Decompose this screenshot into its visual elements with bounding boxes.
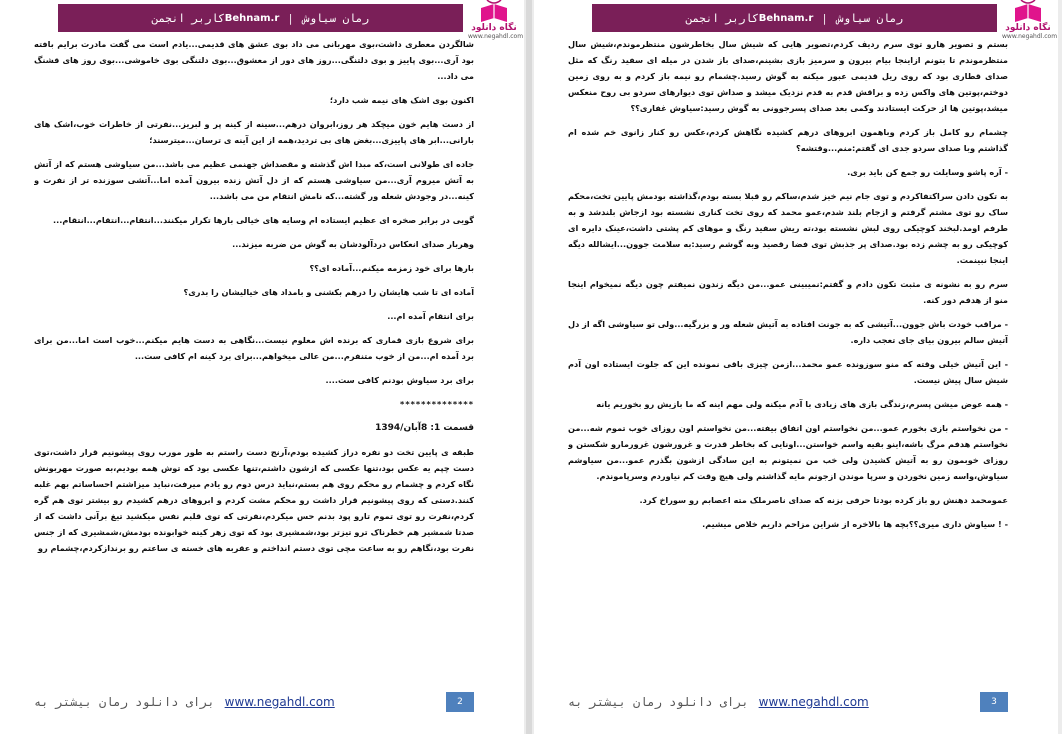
page-footer (34, 692, 474, 712)
header-author-suffix: کاربر انجمن (151, 11, 225, 25)
paragraph: - مراقب خودت باش جوون...آتیشی که به جونت افتاده به آتیش شعله ور و بزرگیه...ولی تو سیاوشی اگه از دل آتیش سالم بیرون بیای جای تعجب داره. (568, 319, 1008, 345)
logo-url-text: www.negahdl.com (1002, 33, 1058, 40)
header-author: Behnam.r (758, 12, 814, 24)
header-separator: | (821, 11, 829, 25)
paragraph: شالگردن معطری داشت،بوی مهربانی می داد بوی عشق های قدیمی...یادم است می گفت مادرت برایم بافته بود آری...بوی پاییز و بوی دلتنگی...روز های دور از معشوق...بوی دلتنگی بوی خاموشی...بوی روز های قشنگ می داد... (34, 39, 474, 81)
paragraph: - ! سیاوش داری میری؟؟بچه ها بالاخره از شراین مزاحم داریم خلاص میشیم. (702, 519, 1008, 529)
header-separator: | (287, 11, 295, 25)
paragraph: - همه عوض میشن پسرم،زندگی بازی های زیادی با آدم میکنه ولی مهم اینه که ما بازیش رو بخوریم یانه (596, 399, 1008, 409)
page-gutter (526, 0, 532, 734)
paragraph: - آره پاشو وسایلت رو جمع کن باید بری. (847, 167, 1008, 177)
paragraph: سرم رو به نشونه ی مثبت تکون دادم و گفتم:نمیبینی عمو...من دیگه زندون نمیفتم چون دیگه نمیخوام اینجا منو از هدفم دور کنه. (568, 279, 1008, 305)
page-text (568, 36, 1008, 676)
page-number-badge: 2 (446, 692, 474, 712)
page-right (534, 0, 1058, 734)
header-author: Behnam.r (224, 12, 280, 24)
paragraph: برای شروع بازی قماری که برنده اش معلوم نیست...نگاهی به دست هایم میکنم...خوب است اما...من برای برد آمده ام...من از خوب متنفرم...من عالی میخواهم...برای برد کینه ام کافی ست... (34, 335, 474, 361)
header-author-suffix: کاربر انجمن (685, 11, 759, 25)
logo-url-text: www.negahdl.com (468, 33, 524, 40)
chapter-heading: قسمت 1: 8آبان/1394 (375, 423, 474, 433)
footer-promo-text: برای دانلود رمان بیشتر به (568, 695, 749, 709)
paragraph: اکنون بوی اشک های نیمه شب دارد؛ (329, 95, 474, 105)
footer-promo-group (34, 695, 335, 709)
page-left (0, 0, 524, 734)
page-header (592, 4, 997, 32)
site-logo (1002, 0, 1058, 44)
header-novel-title: رمان سیاوش (302, 11, 370, 25)
paragraph: - من نخواستم بازی بخورم عمو...من نخواستم اون اتفاق بیفته...من نخواستم اون روزای خوب تموم شه...من نخواستم هدفم مرگ باشه،اینو بقیه واسم خواستن...اونایی که بخاطر قدرت و غرورشون غرورمارو شکستن و روزای خوبمون رو به آتیش کشیدن ولی خب من نمیتونم به این سادگی ازشون بگذرم عمو...من سیاوشم سیاوش،واسه زمین نخوردن و سرپا موندن ازجونم مایه گذاشتم ولی هیچ وقت کم نیاوردم وسرپاموندم. (568, 423, 1008, 481)
logo-brand-text: نگاه دانلود (1005, 23, 1051, 33)
paragraph: آماده ای تا شب هایشان را درهم بکشنی و بامداد های خیالیشان را بدری؟ (183, 287, 474, 297)
logo-brand-text: نگاه دانلود (471, 23, 517, 33)
site-logo (468, 0, 524, 44)
section-divider-stars: ************** (400, 399, 474, 409)
footer-site-link[interactable]: www.negahdl.com (224, 695, 335, 709)
paragraph: - این آتیش خیلی وقته که منو سوزونده عمو محمد...ازمن چیزی باقی نمونده این که جلوت ایستاده اون آدم شیش سال پیش نیست. (568, 359, 1008, 385)
page-number-badge: 3 (980, 692, 1008, 712)
footer-promo-group (568, 695, 869, 709)
footer-promo-text: برای دانلود رمان بیشتر به (34, 695, 215, 709)
paragraph: از دست هایم خون میچکد هر روز،ابروان درهم...سینه از کینه پر و لبریز...نفرتی از خاطرات خوب،اشک های بارانی...ابر های پاییزی...بغض های بی تردید،همه از این آینه ی ترسان...میترسند؛ (34, 119, 474, 145)
paragraph: برای برد سیاوش بودنم کافی ست.... (325, 375, 474, 385)
page-text (34, 36, 474, 676)
footer-site-link[interactable]: www.negahdl.com (758, 695, 869, 709)
paragraph: وهربار صدای انعکاس دردآلودشان به گوش من ضربه میزند... (232, 239, 474, 249)
paragraph: طبقه ی پایین تخت دو نفره دراز کشیده بودم،آرنج دست راستم به طور مورب روی پیشونیم قرار داشت،توی دست چپم یه عکس بود،تنها عکسی که ازشون داشتم،تنها عکسی بود که توش همه بودیم،به صورت مهربونش نگاه کردم و چشمام رو محکم روی هم بستم،نباید درس دوم رو یادم میرفت،نباید میزاشتم احساساتم بهم غلبه کنند.دستی که روی پیشونیم قرار داشت رو محکم مشت کردم و ابروهای درهم کشیدم رو بیشتر توی هم گره کردم،نفرت رو توی تموم تارو پود بدنم حس میکردم،نفرتی که توی قلبم نفس میکشید تیغ برآنی داشت که از صدتا شمشیر هم خطرناک ترو تیزتر بود،شمشیری بود که توی زهر کینه خوابونده بودمش،شمشیری که از جنس نفرت بود،نگاهم رو به ساعت مچی توی دستم انداختم و عقربه های خسته ی ساعتم رو برندازکردم،چشمام رو (34, 447, 474, 553)
paragraph: جاده ای طولانی است،که مبدا اش گذشته و مقصداش جهنمی عظیم می باشد...من سیاوشی هستم که از آتش به آتش میروم آری...من سیاوشی هستم که از دل آتش زنده بیرون آمده اما...آتشی سوزنده تر از نفرت و کینه...در وجودش شعله ور گشته...که نامش انتقام من می باشد... (34, 159, 474, 201)
page-header (58, 4, 463, 32)
header-novel-title: رمان سیاوش (836, 11, 904, 25)
paragraph: برای انتقام آمده ام... (387, 311, 474, 321)
paragraph: بستم و تصویر هارو توی سرم ردیف کردم،تصویر هایی که شیش سال بخاطرشون منتظرموندم،شیش سال منتظرموندم تا بتونم ازاینجا بیام بیرون و سرمیز بازی بشینم،صدای باز شدن در میله ای سفید رنگ که مثل صدای قطاری بود که روی ریل قدیمی عبور میکنه به گوش رسید.چشمام رو نیمه باز کردم و به روی زمین دوختم،پوتین های واکس زده و براقش قدم به قدم نزدیک میشد و صداش توی دیوارهای سردو بی روح منعکس میشد،پوتین ها از حرکت ایستادند وکمی بعد صدای پسرجوونی به گوش رسید:سیاوش غفاری؟؟ (568, 39, 1008, 113)
paragraph: عمومحمد دهنش رو باز کرده بودتا حرفی بزنه که صدای ناصرملک مته اعصابم رو سوراخ کرد. (639, 495, 1008, 505)
paragraph: چشمام رو کامل باز کردم وباهمون ابروهای درهم کشیده نگاهش کردم،عکس رو کنار زانوی خم شده ام گذاشتم وبا صدای سردو جدی ای گفتم:منم...وقتشه؟ (568, 127, 1008, 153)
paragraph: گویی در برابر صخره ای عظیم ایستاده ام وسایه های خیالی بارها تکرار میکنند...انتقام...انتقام...انتقام... (53, 215, 474, 225)
paragraph: به تکون دادن سراکتفاکردم و توی جام نیم خیز شدم،ساکم رو قبلا بسته بودم،گذاشته بودمش پایین تخت،محکم ساک رو توی مشتم گرفتم و ازجام بلند شدم،عمو محمد که روی تخت کناری نشسته بود ازجاش بلندشد و به طرفم اومد.لبخند کوچیکی روی لبش نشسته بود،ته ریش سفید رنگ و موهای کم پشتی داشت،عینک دایره ای کوچیکی رو به چشم زده بود.صدای پر جذبش توی فضا رقصید وبه گوشم رسید:به سلامت جوون...ایشالله دیگه اینجا نبینمت. (568, 191, 1008, 265)
page-footer (568, 692, 1008, 712)
paragraph: بارها برای خود زمزمه میکنم...آماده ای؟؟ (309, 263, 474, 273)
